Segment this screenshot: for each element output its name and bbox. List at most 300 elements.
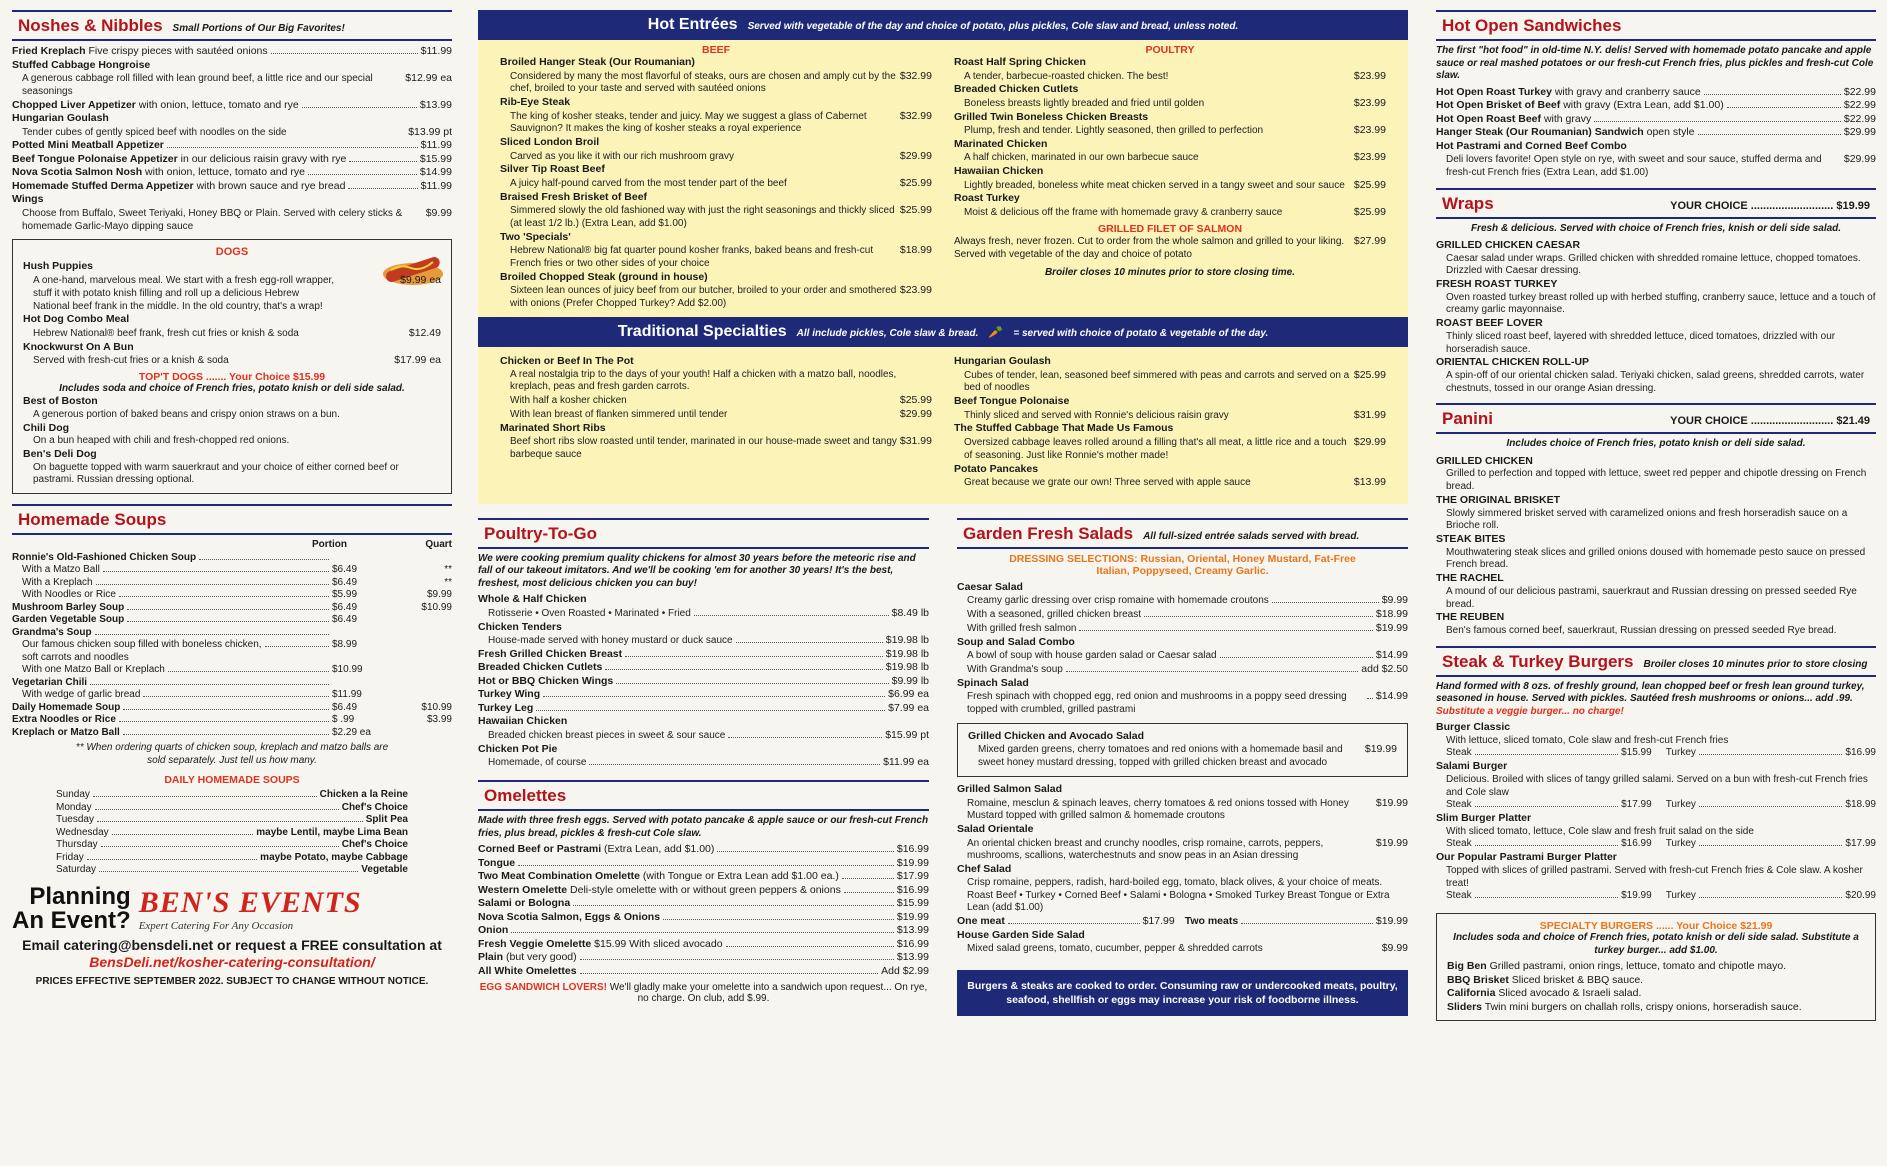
soup-quart: $9.99	[426, 589, 452, 601]
item-price: $29.99	[899, 407, 932, 420]
leader-dots	[580, 959, 894, 960]
soup-name: Daily Homemade Soup	[12, 701, 121, 713]
soup-row	[12, 577, 452, 590]
leader-dots	[1699, 754, 1843, 755]
menu-row	[954, 436, 1386, 463]
item-desc: Hebrew National® beef frank, fresh cut fries or knish & soda	[33, 327, 299, 339]
hot-entrees-header	[478, 10, 1408, 40]
daily-soup-row	[56, 827, 408, 840]
burgers-intro: Hand formed with 8 ozs. of freshly ground, lean chopped beef or fresh lean ground turkey, seasoned in house. Served with pickles. Sautéed fresh mushrooms or onions... add .99. Substitute a veggie burger... no charge!	[1436, 680, 1865, 717]
item-desc: A half chicken, marinated in our own barbecue sauce	[964, 152, 1199, 164]
item-price: $9.99 ea	[400, 273, 441, 286]
soups-header	[12, 504, 452, 535]
item-name: Stuffed Cabbage Hongroise	[12, 58, 151, 71]
leader-dots	[663, 919, 894, 920]
item-desc: with onion, lettuce, tomato and rye	[145, 166, 305, 179]
item-name: Nova Scotia Salmon, Eggs & Onions	[478, 910, 661, 923]
item-desc: Oven roasted turkey breast rolled up with herbed stuffing, cranberry sauce, lettuce and a touch of creamy garlic mayonnaise.	[1446, 291, 1876, 316]
item-price: $13.99	[896, 924, 929, 937]
item-price: $13.99 pt	[408, 125, 452, 138]
hot-entrees-body	[478, 40, 1408, 317]
salmon-item: Always fresh, never frozen. Cut to order from the whole salmon and grilled to your liking. Served with vegetable of the day and choice of potato $27.99	[954, 234, 1386, 260]
menu-row	[23, 327, 441, 341]
salad-item	[957, 677, 1408, 717]
day-soup: maybe Lentil, maybe Lima Bean	[256, 826, 408, 838]
menu-row	[957, 837, 1408, 864]
menu-row	[1436, 153, 1876, 180]
burger-prices	[1436, 747, 1876, 760]
item-name: GRILLED CHICKEN	[1436, 454, 1533, 467]
item-name: Big Ben	[1447, 960, 1487, 973]
leader-dots	[199, 559, 329, 560]
menu-item	[478, 593, 929, 620]
burger-prices	[1436, 799, 1876, 812]
item-price: $19.98 lb	[885, 634, 929, 647]
item-price: $25.99	[1353, 368, 1386, 381]
item-price: $12.99 ea	[405, 72, 452, 84]
leader-dots	[349, 161, 417, 162]
menu-item	[23, 260, 441, 313]
item-name: Chili Dog	[23, 421, 70, 434]
burger-item	[1436, 721, 1876, 760]
leader-dots	[168, 671, 329, 672]
menu-item	[1436, 239, 1876, 278]
menu-item	[12, 59, 452, 99]
leader-dots	[101, 846, 339, 847]
soup-portion: $6.49	[332, 564, 358, 576]
leader-dots	[99, 871, 358, 872]
item-desc: A tender, barbecue-roasted chicken. The best!	[964, 70, 1169, 82]
daily-soup-row	[56, 814, 408, 827]
soup-quart: $10.99	[421, 701, 452, 713]
menu-row	[957, 690, 1408, 717]
panini-intro: Includes choice of French fries, potato knish or deli side salad.	[1506, 438, 1806, 450]
menu-row	[957, 608, 1408, 622]
steak-price: $15.99	[1621, 747, 1652, 759]
soup-name: With Noodles or Rice	[22, 589, 116, 601]
specialty-item	[1447, 974, 1865, 988]
soup-name: Mushroom Barley Soup	[12, 601, 125, 613]
quart-header: Quart	[425, 539, 452, 551]
menu-row	[954, 369, 1386, 396]
menu-row	[500, 110, 932, 137]
traditional-right-list	[954, 355, 1386, 490]
menu-item	[23, 395, 441, 421]
item-price: $6.99 ea	[888, 688, 929, 701]
menu-row	[954, 97, 1386, 111]
leader-dots	[605, 669, 882, 670]
leader-dots	[95, 809, 339, 810]
item-desc: With half a kosher chicken	[510, 395, 627, 407]
item-name-line	[478, 924, 508, 938]
soup-row	[12, 689, 452, 702]
menu-item	[500, 408, 932, 422]
item-desc: Five crispy pieces with sautéed onions	[88, 45, 268, 57]
beef-title: BEEF	[701, 44, 730, 56]
soup-row	[12, 589, 452, 602]
leader-dots	[1699, 897, 1843, 898]
hos-list	[1436, 86, 1876, 180]
item-desc: A generous cabbage roll filled with lean ground beef, a little rice and our special seasonings	[22, 73, 373, 97]
item-price: $19.99	[896, 856, 929, 869]
item-price: $11.99 ea	[883, 756, 929, 769]
menu-row	[500, 70, 932, 97]
menu-row	[12, 207, 452, 234]
soup-portion: $6.49	[332, 614, 358, 626]
soups-title: Homemade Soups	[18, 510, 167, 530]
omelettes-intro: Made with three fresh eggs. Served with potato pancake & apple sauce or our fresh-cut French fries, plus bread, pickles & fresh-cut Cole slaw.	[478, 815, 929, 839]
salad-item	[957, 863, 1408, 928]
item-name: Chicken Pot Pie	[478, 742, 558, 755]
item-note: (with Tongue or Extra Lean add $1.00 ea.)	[642, 870, 839, 883]
specialty-title: SPECIALTY BURGERS ...... Your Choice $21.99	[1539, 920, 1773, 933]
item-desc: Moist & delicious off the frame with homemade gravy & cranberry sauce	[964, 206, 1283, 218]
item-note: with gravy and cranberry sauce	[1554, 85, 1701, 98]
item-desc: An oriental chicken breast and crunchy noodles, crisp romaine, carrots, peppers, mushrooms, scallions, waterchestnuts and snow peas in an Asian dressing	[967, 837, 1324, 862]
item-name-line	[478, 911, 660, 925]
menu-item	[1436, 278, 1876, 317]
leader-dots	[90, 684, 329, 685]
traditional-header: Traditional Specialties All include pickles, Cole slaw & bread. 🥕 = served with choice of potato & vegetable of the day.	[478, 317, 1408, 347]
leader-dots	[1699, 845, 1843, 846]
menu-row	[12, 72, 452, 99]
menu-row	[957, 649, 1408, 663]
item-name-line	[1436, 99, 1724, 113]
menu-item	[1436, 317, 1876, 356]
menu-item	[23, 448, 441, 487]
item-price: $22.99	[1843, 85, 1876, 98]
egg-sandwich-note: EGG SANDWICH LOVERS! We'll gladly make your omelette into a sandwich upon request... On rye, no charge. On club, add $.99.	[479, 982, 928, 1005]
leader-dots	[518, 865, 894, 866]
leader-dots	[127, 609, 329, 610]
soup-portion: $6.49	[332, 576, 358, 588]
day-name: Wednesday	[56, 826, 109, 838]
item-name: Turkey Leg	[478, 701, 534, 714]
item-name: Two Meat Combination Omelette	[478, 870, 640, 883]
wraps-header	[1436, 188, 1876, 219]
specialty-item	[1447, 960, 1865, 974]
broiler-note: Broiler closes 10 minutes prior to store closing time.	[1044, 267, 1296, 279]
burger-item	[1436, 812, 1876, 851]
item-price: $25.99	[899, 204, 932, 217]
salads-title: Garden Fresh Salads	[963, 523, 1134, 543]
item-price: $19.98 lb	[885, 647, 929, 660]
dogs-box	[12, 239, 452, 494]
wraps-intro: Fresh & delicious. Served with choice of French fries, knish or deli side salad.	[1470, 222, 1842, 234]
salads-subtitle: All full-sized entrée salads served with bread.	[1143, 530, 1360, 542]
item-desc: Sliced avocado & Israeli salad.	[1498, 987, 1642, 1000]
brand-name: BEN'S EVENTS	[138, 885, 362, 919]
item-desc: Thinly sliced roast beef, layered with shredded lettuce, diced tomatoes, drizzled with our horseradish sauce.	[1446, 330, 1836, 355]
item-note: (Extra Lean, add $1.00)	[604, 843, 715, 856]
soup-row	[12, 627, 452, 640]
day-name: Monday	[56, 801, 92, 813]
soup-row	[12, 677, 452, 690]
item-desc: Homemade, of course	[488, 757, 587, 769]
item-name: Fresh Grilled Chicken Breast	[478, 647, 623, 660]
menu-row	[12, 153, 452, 167]
leader-dots	[96, 584, 329, 585]
item-name: Fresh Veggie Omelette	[478, 937, 592, 950]
item-desc: Lightly breaded, boneless white meat chicken served in a tangy sweet and sour sauce	[964, 179, 1345, 191]
chef-meat-prices	[957, 915, 1408, 929]
daily-soup-row	[56, 864, 408, 877]
traditional-left-list	[500, 355, 932, 490]
item-price: $15.99 pt	[885, 728, 929, 741]
one-meat-price: $17.99	[1142, 915, 1175, 928]
topt-dogs-subtitle: Includes soda and choice of French fries, potato knish or deli side salad.	[59, 382, 405, 394]
item-desc: Tender cubes of gently spiced beef with noodles on the side	[22, 126, 287, 138]
leader-dots	[1698, 134, 1841, 135]
item-desc: Fresh spinach with chopped egg, red onion and mushrooms in a poppy seed dressing topped with crumbled, grilled pastrami	[967, 691, 1347, 716]
item-desc: Mouthwatering steak slices and grilled onions doused with homemade pesto sauce on pressed French bread.	[1446, 546, 1866, 571]
panini-header	[1436, 403, 1876, 434]
burgers-header	[1436, 646, 1876, 677]
hos-intro: The first "hot food" in old-time N.Y. delis! Served with homemade potato pancake and apple sauce or real mashed potatoes or our fresh-cut French fries, plus pickles and fresh-cut Cole slaw.	[1436, 45, 1874, 81]
item-name: STEAK BITES	[1436, 533, 1506, 546]
menu-item	[23, 422, 441, 448]
soup-quart: $3.99	[426, 714, 452, 726]
planning-text: Planning An Event?	[12, 882, 131, 934]
item-name: Breaded Chicken Cutlets	[478, 661, 603, 674]
leader-dots	[1066, 671, 1358, 672]
steak-label: Steak	[1446, 890, 1472, 902]
item-desc: Boneless breasts lightly breaded and fried until golden	[964, 97, 1205, 109]
turkey-price: $20.99	[1845, 890, 1876, 902]
column-right	[1436, 10, 1876, 1025]
item-name: Hanger Steak (Our Roumanian) Sandwich	[1436, 126, 1644, 138]
menu-item	[1436, 356, 1876, 395]
item-name: Onion	[478, 924, 509, 937]
item-name: Potted Mini Meatball Appetizer	[12, 139, 164, 152]
item-name-line	[12, 166, 305, 180]
dogs-title: DOGS	[215, 246, 249, 259]
wraps-title: Wraps	[1442, 193, 1494, 213]
steak-label: Steak	[1446, 838, 1472, 850]
hos-title: Hot Open Sandwiches	[1442, 16, 1622, 35]
item-name-line	[12, 45, 268, 59]
item-desc: With a seasoned, grilled chicken breast	[967, 609, 1141, 621]
soup-portion: $5.99	[332, 589, 358, 601]
burger-prices	[1436, 838, 1876, 851]
item-desc: With lettuce, sliced tomato, Cole slaw and fresh-cut French fries	[1446, 734, 1729, 746]
item-price: $23.99	[1353, 69, 1386, 82]
turkey-label: Turkey	[1665, 747, 1696, 759]
leader-dots	[97, 821, 363, 822]
menu-row	[12, 180, 452, 194]
leader-dots	[95, 634, 329, 635]
item-name: Corned Beef or Pastrami	[478, 843, 602, 856]
two-meats-price: $19.99	[1375, 915, 1408, 928]
item-desc: A real nostalgia trip to the days of your youth! Half a chicken with a matzo ball, noodles, kreplach, peas and fresh garden carrots.	[510, 368, 897, 393]
steak-price: $17.99	[1621, 799, 1652, 811]
leader-dots	[1241, 923, 1373, 924]
leader-dots	[1079, 630, 1372, 631]
item-name-line	[1436, 126, 1695, 140]
item-desc: Grilled pastrami, onion rings, lettuce, tomato and chipotle mayo.	[1489, 960, 1787, 973]
item-name: Chef Salad	[957, 863, 1012, 876]
daily-soup-row	[56, 802, 408, 815]
menu-row	[954, 179, 1386, 193]
soup-row	[12, 552, 452, 565]
menu-row	[1436, 99, 1876, 113]
item-desc: Crisp romaine, peppers, radish, hard-boiled egg, tomato, black olives, & your choice of meats. Roast Beef • Turkey • Corned Beef • Salami • Bologna • Smoked Turkey Breast Tongue or Extra Lean (add $1.00)	[967, 876, 1390, 914]
menu-item	[1436, 99, 1876, 113]
panini-choice: YOUR CHOICE ........................... $21.49	[1670, 415, 1870, 428]
column-center	[478, 10, 1408, 1016]
menu-item	[500, 163, 932, 190]
column-left	[12, 10, 452, 987]
salads-list	[957, 581, 1408, 717]
ptg-header	[478, 518, 929, 549]
menu-row	[12, 139, 452, 153]
soups-table	[12, 539, 452, 877]
soup-portion: $10.99	[332, 664, 363, 676]
menu-row	[957, 594, 1408, 608]
day-name: Sunday	[56, 789, 90, 801]
item-name: Hot or BBQ Chicken Wings	[478, 674, 614, 687]
salads-list-2	[957, 783, 1408, 956]
menu-row	[957, 942, 1408, 956]
leader-dots	[616, 683, 888, 684]
day-soup: Vegetable	[361, 864, 408, 876]
item-price: add $2.50	[1361, 663, 1408, 676]
item-note: with gravy	[1543, 112, 1592, 125]
item-price: $19.99	[896, 910, 929, 923]
carrot-icon: 🥕	[988, 325, 1004, 340]
menu-row	[1436, 86, 1876, 100]
menu-item	[500, 136, 932, 163]
menu-row	[957, 797, 1408, 824]
soup-name: Extra Noodles or Rice	[12, 714, 116, 726]
leader-dots	[1367, 698, 1373, 699]
menu-row	[954, 124, 1386, 138]
item-price: $7.99 ea	[888, 701, 929, 714]
leader-dots	[1704, 94, 1841, 95]
menu-item	[500, 96, 932, 136]
turkey-label: Turkey	[1665, 838, 1696, 850]
item-name: Hungarian Goulash	[954, 355, 1051, 368]
item-desc: Ben's famous corned beef, sauerkraut, Russian dressing on pressed seeded Rye bread.	[1446, 624, 1837, 636]
leader-dots	[580, 973, 879, 974]
leader-dots	[302, 107, 417, 108]
item-price: $14.99	[1375, 690, 1408, 703]
soup-row	[12, 614, 452, 627]
item-name-line	[478, 938, 723, 952]
item-name: Hawaiian Chicken	[954, 165, 1044, 178]
item-name: Sliders	[1447, 1000, 1483, 1013]
noshes-title: Noshes & Nibbles	[18, 16, 163, 35]
leader-dots	[93, 796, 317, 797]
menu-row	[478, 648, 929, 662]
item-price: $12.49	[408, 326, 441, 339]
item-price: $29.99	[1843, 153, 1876, 165]
item-desc: Mixed salad greens, tomato, cucumber, pepper & shredded carrots	[967, 943, 1263, 955]
item-price: $9.99	[1381, 594, 1408, 607]
day-name: Friday	[56, 851, 84, 863]
item-price: $14.99	[419, 166, 452, 179]
item-name-line	[12, 99, 299, 113]
ptg-list	[478, 593, 929, 770]
leader-dots	[536, 710, 885, 711]
item-desc: On a bun heaped with chili and fresh-chopped red onions.	[33, 435, 290, 447]
omelettes-list	[478, 843, 929, 978]
burgers-title: Steak & Turkey Burgers	[1442, 651, 1634, 671]
menu-item	[12, 112, 452, 139]
item-desc: in our delicious raisin gravy with rye	[180, 152, 347, 165]
leader-dots	[87, 859, 257, 860]
leader-dots	[123, 734, 329, 735]
menu-row	[12, 99, 452, 113]
day-soup: Chef's Choice	[341, 839, 408, 851]
soup-name: With a Matzo Ball	[22, 564, 100, 576]
item-desc: Creamy garlic dressing over crisp romaine with homemade croutons	[967, 595, 1269, 607]
leader-dots	[726, 946, 894, 947]
item-desc: Hebrew National® big fat quarter pound kosher franks, baked beans and fresh-cut French fries or two other sides of your choice	[510, 245, 874, 270]
soup-name: Our famous chicken soup filled with boneless chicken, soft carrots and noodles	[22, 639, 262, 663]
menu-item	[12, 153, 452, 167]
item-price: $22.99	[1843, 112, 1876, 125]
item-name: California	[1447, 987, 1496, 1000]
catering-link[interactable]: BensDeli.net/kosher-catering-consultation/	[89, 953, 375, 970]
daily-soup-row	[56, 839, 408, 852]
leader-dots	[348, 188, 417, 189]
item-name: ROAST BEEF LOVER	[1436, 317, 1543, 330]
item-name: Homemade Stuffed Derma Appetizer	[12, 179, 194, 192]
leader-dots	[589, 764, 880, 765]
omelette-row	[478, 924, 929, 938]
menu-item	[500, 394, 932, 408]
item-name-line	[12, 153, 346, 167]
item-name: Hot Pastrami and Corned Beef Combo	[1436, 139, 1627, 152]
item-desc: Beef short ribs slow roasted until tender, marinated in our house-made sweet and tangy barbeque sauce	[510, 436, 897, 461]
item-name: Broiled Hanger Steak (Our Roumanian)	[500, 56, 695, 68]
leader-dots	[1475, 845, 1619, 846]
item-name-line	[12, 180, 345, 194]
leader-dots	[844, 892, 894, 893]
item-desc: Cubes of tender, lean, seasoned beef simmered with peas and carrots and served on a bed of noodles	[964, 369, 1350, 394]
menu-row	[500, 408, 932, 422]
soup-row	[12, 727, 452, 740]
item-name: Braised Fresh Brisket of Beef	[500, 190, 648, 203]
item-price: $25.99	[899, 394, 932, 407]
soups-col-headers	[12, 539, 452, 552]
soup-portion: $8.99	[332, 639, 358, 651]
menu-item	[500, 422, 932, 462]
turkey-label: Turkey	[1665, 890, 1696, 902]
soup-name: Garden Vegetable Soup	[12, 614, 125, 626]
item-price: $17.99	[896, 870, 929, 883]
steak-label: Steak	[1446, 747, 1472, 759]
item-price: $16.99	[896, 937, 929, 950]
item-price: $29.99	[1353, 435, 1386, 448]
soup-portion: $ .99	[332, 714, 355, 726]
item-name: Whole & Half Chicken	[478, 593, 587, 606]
item-name: Marinated Chicken	[954, 137, 1048, 150]
item-name: Wings	[12, 193, 44, 206]
item-name: Marinated Short Ribs	[500, 421, 606, 434]
menu-item	[12, 139, 452, 153]
leader-dots	[1699, 806, 1843, 807]
specialty-item	[1447, 987, 1865, 1001]
leader-dots	[573, 905, 894, 906]
item-price: $13.99	[419, 98, 452, 111]
menu-item	[954, 56, 1386, 83]
item-price: $32.99	[899, 109, 932, 122]
leader-dots	[167, 147, 418, 148]
item-desc: Considered by many the most flavorful of steaks, ours are chosen and amply cut by the chef, broiled to your taste and served with sautéed onions	[510, 70, 896, 95]
menu-row	[478, 756, 929, 770]
